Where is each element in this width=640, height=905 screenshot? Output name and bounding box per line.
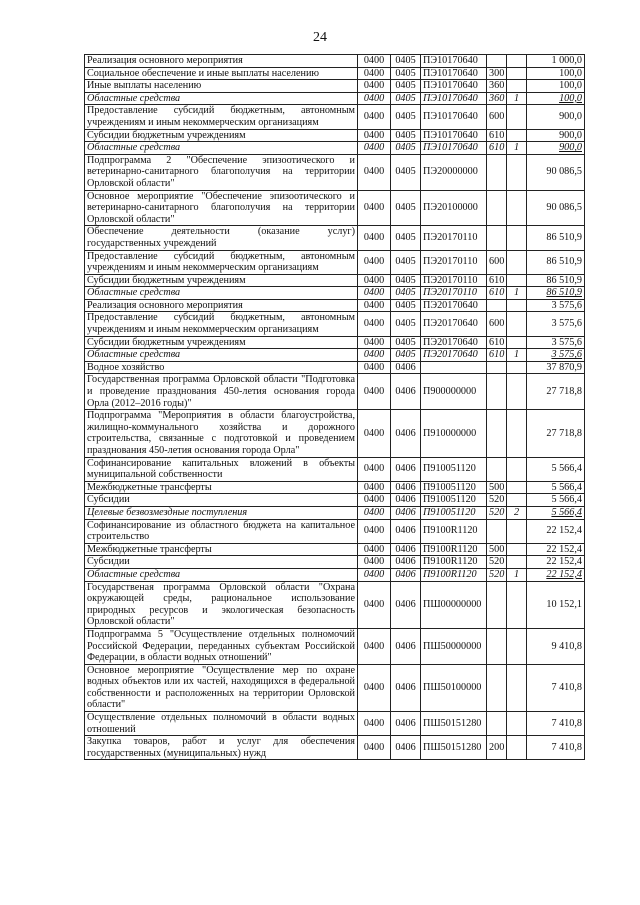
cell-source-flag [507, 67, 527, 80]
table-row [85, 190, 585, 226]
cell-amount: 86 510,9 [527, 274, 585, 287]
budget-table-body [85, 55, 585, 760]
cell-ved: 0400 [358, 457, 391, 481]
cell-ved: 0400 [358, 105, 391, 129]
cell-source-flag [507, 190, 527, 226]
cell-expense-type: 520 [487, 556, 507, 569]
cell-source-flag [507, 226, 527, 250]
cell-name: Субсидии бюджетным учреждениям [85, 129, 358, 142]
cell-target-article: ПШ50151280 [421, 736, 487, 760]
table-row [85, 142, 585, 155]
cell-target-article: ПЭ10170640 [421, 129, 487, 142]
cell-source-flag [507, 55, 527, 68]
table-row [85, 67, 585, 80]
cell-section: 0405 [391, 299, 421, 312]
cell-amount: 10 152,1 [527, 581, 585, 628]
cell-target-article: ПЭ20170640 [421, 299, 487, 312]
cell-section: 0406 [391, 361, 421, 374]
table-row [85, 105, 585, 129]
cell-target-article: П910000000 [421, 410, 487, 457]
cell-section: 0405 [391, 67, 421, 80]
cell-source-flag: 1 [507, 92, 527, 105]
cell-expense-type: 500 [487, 543, 507, 556]
table-row [85, 736, 585, 760]
cell-amount: 900,0 [527, 105, 585, 129]
cell-name: Предоставление субсидий бюджетным, автономным учреждениям и иным некоммерческим организациям [85, 105, 358, 129]
cell-source-flag: 1 [507, 142, 527, 155]
cell-source-flag [507, 154, 527, 190]
cell-ved: 0400 [358, 154, 391, 190]
cell-name: Предоставление субсидий бюджетным, автономным учреждениям и иным некоммерческим организациям [85, 250, 358, 274]
cell-ved: 0400 [358, 287, 391, 300]
cell-target-article: ПЭ20170640 [421, 336, 487, 349]
cell-expense-type: 610 [487, 336, 507, 349]
cell-target-article: П9100R1120 [421, 556, 487, 569]
cell-ved: 0400 [358, 67, 391, 80]
cell-expense-type [487, 410, 507, 457]
cell-name: Предоставление субсидий бюджетным, автономным учреждениям и иным некоммерческим организациям [85, 312, 358, 336]
cell-section: 0406 [391, 543, 421, 556]
cell-section: 0405 [391, 80, 421, 93]
cell-name: Областные средства [85, 287, 358, 300]
cell-section: 0405 [391, 312, 421, 336]
cell-source-flag [507, 374, 527, 410]
cell-ved: 0400 [358, 543, 391, 556]
cell-source-flag [507, 581, 527, 628]
cell-amount: 3 575,6 [527, 299, 585, 312]
cell-target-article: ПЭ20170110 [421, 287, 487, 300]
cell-name: Подпрограмма "Мероприятия в области благоустройства, жилищно-коммунального хозяйства и дорожного строительства, связанные с подготовкой и проведением празднования 450-летия основания города Орла" [85, 410, 358, 457]
cell-target-article: ПЭ10170640 [421, 67, 487, 80]
cell-ved: 0400 [358, 336, 391, 349]
cell-ved: 0400 [358, 92, 391, 105]
cell-ved: 0400 [358, 142, 391, 155]
cell-ved: 0400 [358, 664, 391, 711]
cell-source-flag [507, 274, 527, 287]
cell-target-article: П910051120 [421, 506, 487, 519]
cell-source-flag [507, 519, 527, 543]
cell-target-article: ПЭ20170110 [421, 250, 487, 274]
cell-amount: 22 152,4 [527, 543, 585, 556]
cell-section: 0405 [391, 55, 421, 68]
table-row [85, 506, 585, 519]
cell-target-article: ПШ00000000 [421, 581, 487, 628]
cell-amount: 22 152,4 [527, 556, 585, 569]
cell-section: 0405 [391, 287, 421, 300]
cell-source-flag: 1 [507, 568, 527, 581]
cell-expense-type [487, 190, 507, 226]
cell-target-article: П9100R1120 [421, 543, 487, 556]
cell-target-article: ПШ50000000 [421, 628, 487, 664]
cell-target-article: П910051120 [421, 457, 487, 481]
table-row [85, 712, 585, 736]
cell-ved: 0400 [358, 481, 391, 494]
cell-section: 0405 [391, 129, 421, 142]
cell-ved: 0400 [358, 361, 391, 374]
cell-expense-type [487, 628, 507, 664]
cell-section: 0406 [391, 410, 421, 457]
cell-name: Обеспечение деятельности (оказание услуг) государственных учреждений [85, 226, 358, 250]
cell-expense-type: 520 [487, 494, 507, 507]
cell-amount: 7 410,8 [527, 712, 585, 736]
cell-amount: 86 510,9 [527, 226, 585, 250]
cell-amount: 7 410,8 [527, 736, 585, 760]
cell-source-flag [507, 628, 527, 664]
cell-target-article: ПШ50100000 [421, 664, 487, 711]
cell-expense-type: 200 [487, 736, 507, 760]
cell-amount: 86 510,9 [527, 287, 585, 300]
cell-ved: 0400 [358, 80, 391, 93]
cell-target-article: П910051120 [421, 494, 487, 507]
cell-section: 0405 [391, 142, 421, 155]
cell-amount: 5 566,4 [527, 457, 585, 481]
cell-amount: 90 086,5 [527, 190, 585, 226]
cell-source-flag [507, 457, 527, 481]
cell-section: 0406 [391, 712, 421, 736]
cell-target-article: ПЭ20170640 [421, 312, 487, 336]
cell-target-article: П910051120 [421, 481, 487, 494]
cell-target-article: ПЭ10170640 [421, 92, 487, 105]
cell-source-flag [507, 299, 527, 312]
cell-amount: 3 575,6 [527, 312, 585, 336]
table-row [85, 410, 585, 457]
cell-name: Социальное обеспечение и иные выплаты населению [85, 67, 358, 80]
table-row [85, 312, 585, 336]
cell-section: 0406 [391, 568, 421, 581]
cell-source-flag [507, 712, 527, 736]
cell-amount: 86 510,9 [527, 250, 585, 274]
table-row [85, 80, 585, 93]
cell-source-flag: 2 [507, 506, 527, 519]
cell-section: 0406 [391, 481, 421, 494]
cell-amount: 5 566,4 [527, 481, 585, 494]
cell-amount: 5 566,4 [527, 506, 585, 519]
table-row [85, 287, 585, 300]
table-row [85, 349, 585, 362]
cell-target-article: ПЭ20100000 [421, 190, 487, 226]
cell-expense-type: 360 [487, 92, 507, 105]
cell-source-flag [507, 361, 527, 374]
cell-name: Реализация основного мероприятия [85, 55, 358, 68]
cell-name: Межбюджетные трансферты [85, 543, 358, 556]
cell-section: 0406 [391, 519, 421, 543]
cell-ved: 0400 [358, 274, 391, 287]
cell-section: 0405 [391, 274, 421, 287]
cell-amount: 100,0 [527, 80, 585, 93]
cell-name: Областные средства [85, 142, 358, 155]
cell-section: 0405 [391, 250, 421, 274]
page-number: 24 [313, 30, 327, 45]
cell-amount: 900,0 [527, 129, 585, 142]
cell-section: 0406 [391, 664, 421, 711]
cell-amount: 27 718,8 [527, 374, 585, 410]
table-row [85, 92, 585, 105]
budget-table [84, 54, 585, 760]
cell-ved: 0400 [358, 374, 391, 410]
cell-expense-type: 300 [487, 67, 507, 80]
cell-name: Государственная программа Орловской области "Подготовка и проведение празднования 450-летия основания города Орла (2012–2016 годы)" [85, 374, 358, 410]
cell-source-flag [507, 494, 527, 507]
cell-source-flag [507, 336, 527, 349]
cell-name: Подпрограмма 2 "Обеспечение эпизоотического и ветеринарно-санитарного благополучия на территории Орловской области" [85, 154, 358, 190]
cell-target-article: ПЭ20170110 [421, 274, 487, 287]
cell-amount: 3 575,6 [527, 336, 585, 349]
table-row [85, 299, 585, 312]
cell-name: Государственая программа Орловской области "Охрана окружающей среды, рациональное использование природных ресурсов и экологическая безопасность Орловской области" [85, 581, 358, 628]
cell-section: 0405 [391, 92, 421, 105]
cell-source-flag: 1 [507, 349, 527, 362]
cell-amount: 5 566,4 [527, 494, 585, 507]
cell-expense-type [487, 664, 507, 711]
cell-expense-type [487, 457, 507, 481]
table-row [85, 494, 585, 507]
cell-target-article: П900000000 [421, 374, 487, 410]
cell-section: 0405 [391, 226, 421, 250]
cell-name: Реализация основного мероприятия [85, 299, 358, 312]
cell-name: Субсидии бюджетным учреждениям [85, 336, 358, 349]
cell-amount: 9 410,8 [527, 628, 585, 664]
cell-ved: 0400 [358, 712, 391, 736]
cell-name: Межбюджетные трансферты [85, 481, 358, 494]
cell-target-article: П9100R1120 [421, 568, 487, 581]
cell-name: Закупка товаров, работ и услуг для обеспечения государственных (муниципальных) нужд [85, 736, 358, 760]
cell-name: Софинансирование из областного бюджета на капитальное строительство [85, 519, 358, 543]
cell-amount: 3 575,6 [527, 349, 585, 362]
cell-section: 0405 [391, 349, 421, 362]
cell-name: Основное мероприятие "Обеспечение эпизоотического и ветеринарно-санитарного благополучия на территории Орловской области" [85, 190, 358, 226]
cell-amount: 100,0 [527, 92, 585, 105]
cell-amount: 1 000,0 [527, 55, 585, 68]
cell-amount: 900,0 [527, 142, 585, 155]
cell-name: Основное мероприятие "Осуществление мер по охране водных объектов или их частей, находящихся в федеральной собственности и расположенных на территории Орловской области" [85, 664, 358, 711]
cell-expense-type [487, 154, 507, 190]
cell-name: Субсидии [85, 494, 358, 507]
cell-ved: 0400 [358, 55, 391, 68]
cell-expense-type: 610 [487, 349, 507, 362]
cell-name: Иные выплаты населению [85, 80, 358, 93]
table-row [85, 556, 585, 569]
cell-expense-type [487, 226, 507, 250]
table-row [85, 628, 585, 664]
cell-expense-type [487, 299, 507, 312]
cell-ved: 0400 [358, 250, 391, 274]
cell-name: Водное хозяйство [85, 361, 358, 374]
cell-target-article: ПЭ20170640 [421, 349, 487, 362]
cell-amount: 37 870,9 [527, 361, 585, 374]
cell-expense-type [487, 55, 507, 68]
cell-target-article: П9100R1120 [421, 519, 487, 543]
cell-source-flag [507, 129, 527, 142]
cell-name: Субсидии бюджетным учреждениям [85, 274, 358, 287]
cell-ved: 0400 [358, 568, 391, 581]
cell-section: 0406 [391, 494, 421, 507]
cell-source-flag [507, 736, 527, 760]
cell-expense-type [487, 374, 507, 410]
cell-name: Подпрограмма 5 "Осуществление отдельных полномочий Российской Федерации, переданных субъектам Российской Федерации, в области водных отношений" [85, 628, 358, 664]
table-row [85, 55, 585, 68]
cell-target-article: ПЭ20000000 [421, 154, 487, 190]
cell-target-article: ПЭ20170110 [421, 226, 487, 250]
cell-ved: 0400 [358, 190, 391, 226]
table-row [85, 664, 585, 711]
cell-amount: 27 718,8 [527, 410, 585, 457]
table-row [85, 336, 585, 349]
cell-expense-type [487, 581, 507, 628]
cell-section: 0406 [391, 581, 421, 628]
cell-section: 0406 [391, 374, 421, 410]
cell-target-article: ПЭ10170640 [421, 142, 487, 155]
cell-target-article [421, 361, 487, 374]
cell-ved: 0400 [358, 628, 391, 664]
cell-target-article: ПЭ10170640 [421, 105, 487, 129]
cell-expense-type: 610 [487, 287, 507, 300]
cell-section: 0406 [391, 457, 421, 481]
cell-expense-type: 600 [487, 105, 507, 129]
cell-name: Областные средства [85, 349, 358, 362]
cell-expense-type: 610 [487, 129, 507, 142]
cell-name: Областные средства [85, 568, 358, 581]
cell-expense-type: 520 [487, 506, 507, 519]
cell-name: Осуществление отдельных полномочий в области водных отношений [85, 712, 358, 736]
table-row [85, 129, 585, 142]
cell-ved: 0400 [358, 494, 391, 507]
cell-amount: 90 086,5 [527, 154, 585, 190]
cell-name: Субсидии [85, 556, 358, 569]
cell-expense-type: 610 [487, 142, 507, 155]
cell-source-flag [507, 105, 527, 129]
cell-section: 0406 [391, 556, 421, 569]
cell-ved: 0400 [358, 581, 391, 628]
cell-ved: 0400 [358, 556, 391, 569]
cell-ved: 0400 [358, 519, 391, 543]
table-row [85, 457, 585, 481]
cell-name: Областные средства [85, 92, 358, 105]
table-row [85, 543, 585, 556]
cell-source-flag [507, 410, 527, 457]
cell-section: 0406 [391, 736, 421, 760]
cell-section: 0405 [391, 105, 421, 129]
cell-expense-type: 600 [487, 312, 507, 336]
table-row [85, 519, 585, 543]
cell-source-flag: 1 [507, 287, 527, 300]
cell-section: 0406 [391, 628, 421, 664]
cell-ved: 0400 [358, 736, 391, 760]
cell-expense-type [487, 712, 507, 736]
cell-expense-type: 600 [487, 250, 507, 274]
cell-target-article: ПШ50151280 [421, 712, 487, 736]
cell-expense-type: 520 [487, 568, 507, 581]
cell-amount: 7 410,8 [527, 664, 585, 711]
cell-section: 0405 [391, 190, 421, 226]
cell-target-article: ПЭ10170640 [421, 55, 487, 68]
cell-source-flag [507, 664, 527, 711]
cell-source-flag [507, 312, 527, 336]
cell-section: 0405 [391, 336, 421, 349]
cell-source-flag [507, 80, 527, 93]
cell-name: Софинансирование капитальных вложений в объекты муниципальной собственности [85, 457, 358, 481]
table-row [85, 481, 585, 494]
table-row [85, 581, 585, 628]
cell-name: Целевые безвозмездные поступления [85, 506, 358, 519]
cell-amount: 22 152,4 [527, 519, 585, 543]
cell-section: 0405 [391, 154, 421, 190]
table-row [85, 250, 585, 274]
table-row [85, 361, 585, 374]
cell-source-flag [507, 543, 527, 556]
cell-ved: 0400 [358, 299, 391, 312]
cell-expense-type: 360 [487, 80, 507, 93]
cell-source-flag [507, 556, 527, 569]
cell-expense-type: 610 [487, 274, 507, 287]
table-row [85, 274, 585, 287]
table-row [85, 226, 585, 250]
cell-source-flag [507, 481, 527, 494]
cell-amount: 22 152,4 [527, 568, 585, 581]
cell-target-article: ПЭ10170640 [421, 80, 487, 93]
cell-section: 0406 [391, 506, 421, 519]
cell-ved: 0400 [358, 312, 391, 336]
table-row [85, 374, 585, 410]
cell-expense-type [487, 519, 507, 543]
cell-ved: 0400 [358, 129, 391, 142]
cell-source-flag [507, 250, 527, 274]
cell-expense-type: 500 [487, 481, 507, 494]
cell-expense-type [487, 361, 507, 374]
table-row [85, 154, 585, 190]
cell-ved: 0400 [358, 226, 391, 250]
cell-amount: 100,0 [527, 67, 585, 80]
table-row [85, 568, 585, 581]
cell-ved: 0400 [358, 506, 391, 519]
cell-ved: 0400 [358, 349, 391, 362]
cell-ved: 0400 [358, 410, 391, 457]
